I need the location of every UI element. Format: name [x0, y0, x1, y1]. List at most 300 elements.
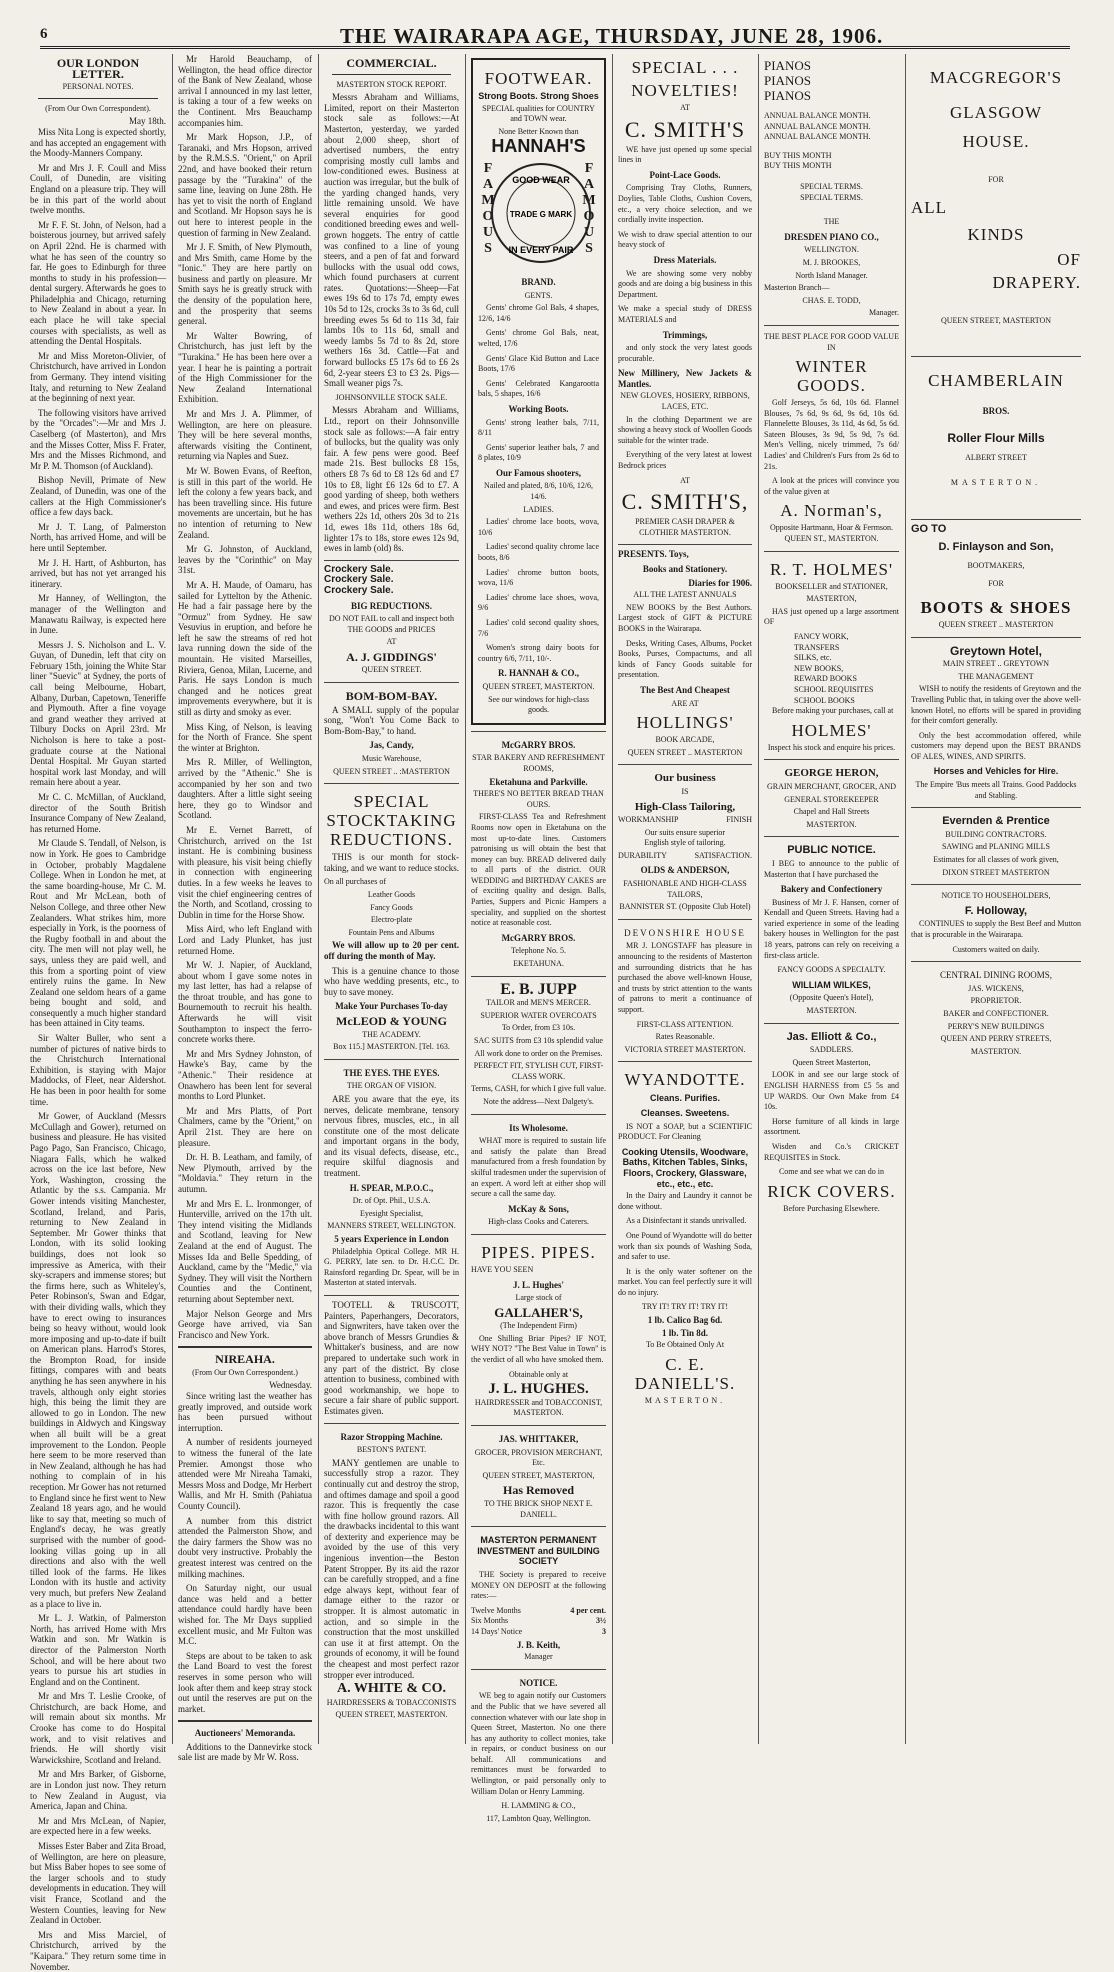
rate-value: 3½ — [596, 1616, 606, 1626]
intro-text: WE have just opened up some special lines in — [618, 144, 752, 165]
column-pianos — [764, 54, 899, 1744]
hughes-stock: Large stock of — [515, 1293, 562, 1303]
list-item: SPECIAL TERMS. — [800, 181, 863, 191]
holmes-intro: HAS just opened up a large assortment OF — [764, 606, 899, 627]
ad-olds-anderson — [618, 764, 752, 913]
inspect-text: Inspect his stock and enquire his prices. — [767, 742, 896, 752]
tin-price: 1 lb. Tin 8d. — [662, 1327, 708, 1338]
all-label: ALL — [911, 197, 948, 217]
paragraph: Since writing last the weather has greatly improved, and outside work has been pursued without interruption. — [178, 1391, 312, 1433]
wilkes-sub: (Opposite Queen's Hotel), — [789, 993, 874, 1003]
list-item: SILKS, etc. — [794, 653, 832, 663]
crockery-head: BIG REDUCTIONS. — [350, 600, 433, 611]
list-item: PIANOS — [764, 58, 811, 73]
special-chance: This is a genuine chance to those who have wedding presents, etc., to buy to save money. — [324, 965, 459, 997]
special-list-intro: On all purchases of — [324, 877, 386, 887]
special-list — [324, 890, 459, 938]
point-lace-heading: Point-Lace Goods. — [649, 169, 721, 180]
millinery-heading: New Millinery, New Jackets & Mantles. — [618, 368, 752, 389]
the-label: THE — [823, 217, 840, 227]
public-heading: PUBLIC NOTICE. — [787, 844, 876, 857]
special-offer: We will allow up to 20 per cent. off during the month of May. — [324, 940, 459, 961]
nireaha-date: Wednesday. — [269, 1380, 312, 1391]
auctioneers-heading: Auctioneers' Memoranda. — [194, 1728, 296, 1739]
mcgarry-telephone: Telephone No. 5. — [511, 946, 566, 956]
wilkes-address: MASTERTON. — [806, 1006, 857, 1016]
paragraph: A number of residents journeyed to witness the funeral of the late Premier. Amongst those who attended were Mr Nireaha Tamaki, Messrs Moss and Dodge, Mr Herbert Wallis, and Mr H. Smith (Pahiatua County Council). — [178, 1437, 312, 1511]
ad-macgregor — [911, 68, 1081, 326]
bootmakers-label: BOOTMAKERS, — [967, 560, 1025, 570]
hannah-co: R. HANNAH & CO., — [498, 668, 579, 679]
jupp-premises: All work done to order on the Premises. — [474, 1048, 603, 1058]
victoria-address: VICTORIA STREET MASTERTON. — [624, 1044, 746, 1054]
paragraph: Mr and Mrs Barker, of Gisborne, are in London just now. They return to New Zealand in August, via America, Japan and China. — [30, 1769, 166, 1812]
ad-elliott — [764, 1023, 899, 1215]
todd-name: CHAS. E. TODD, — [802, 295, 861, 305]
ad-bom-bom-bay — [324, 682, 459, 777]
bakery-heading: Bakery and Confectionery — [780, 884, 883, 895]
nireaha-heading: NIREAHA. — [215, 1352, 275, 1367]
pipes-text: One Shilling Briar Pipes? IF NOT, WHY NOT? "The Best Value in Town" is the verdict of all who have smoked them. — [471, 1333, 606, 1365]
nireaha-body — [178, 1391, 312, 1714]
paragraph: Mr and Mrs J. F. Coull and Miss Coull, of Dunedin, are visiting England on a pleasure trip. They will be in this part of the world about twelve months. — [30, 162, 166, 216]
ladies-label: LADIES. — [523, 504, 554, 514]
satisfaction-label: SATISFACTION. — [694, 850, 752, 860]
pianos-list — [764, 58, 899, 103]
paragraph: On Saturday night, our usual dance was held and a better attendance could hardly have been wished for. The Mr Days supplied excellent music, and Mr Fulton was M.C. — [178, 1583, 312, 1647]
list-item: SCHOOL REQUISITES — [794, 684, 874, 694]
for-label-2: FOR — [988, 579, 1004, 589]
bros-label: BROS. — [982, 406, 1010, 417]
come-text: Come and see what we can do in — [778, 1167, 885, 1177]
norman-address: Opposite Hartmann, Hoar & Fermson. QUEEN ST., MASTERTON. — [769, 523, 894, 544]
special-qualities: SPECIAL qualities for COUNTRY and TOWN wear. — [482, 103, 595, 124]
paragraph: Mr E. Vernet Barrett, of Christchurch, arrived on the 1st instant. He is combining business with pleasure, his visit being chiefly in connection with engineering duties. In a few weeks he leaves to visit the chief engineering centres of the North, and Scotland, crossing to Dublin in time for the Horse Show. — [178, 824, 312, 920]
holmes-name-2: HOLMES' — [791, 720, 872, 740]
wholesome-heading: Its Wholesome. — [509, 1122, 568, 1133]
ad-devonshire — [618, 919, 752, 1056]
whittaker-sub: GROCER, PROVISION MERCHANT, Etc. — [474, 1447, 603, 1468]
novelties-heading: NOVELTIES! — [631, 81, 739, 100]
famous-right: FAMOUS — [582, 160, 596, 256]
olds-address: BANNISTER ST. (Opposite Club Hotel) — [619, 902, 751, 912]
glasgow-label: GLASGOW — [950, 103, 1042, 122]
paragraph: Mr A. H. Maude, of Oamaru, has sailed for Lyttelton by the Athenic. He had a fair passage here by the "Ormuz" from Sydney. He saw Vesuvius in eruption, and before he left he saw the streams of red hot lava running down the side of the mountain. He visited Marseilles, Riviera, Genoa, Milan, Lucerne, and Paris. He says London is much changed and he notices great improvements everywhere, but it is still as dirty and smoky as ever. — [178, 579, 312, 718]
dress-heading: Dress Materials. — [653, 254, 717, 265]
giddings-name: A. J. GIDDINGS' — [346, 649, 437, 664]
macgregor-name: MACGREGOR'S — [929, 68, 1063, 87]
customers-text: Customers waited on daily. — [952, 944, 1040, 954]
c-smith-name-2: C. SMITH'S, — [621, 489, 749, 515]
wisden-text: Wisden and Co.'s CRICKET REQUISITES in Stock. — [764, 1141, 899, 1162]
list-item: Fountain Pens and Albums — [348, 927, 435, 937]
ad-public-notice — [764, 836, 899, 1016]
c-smith-name: C. SMITH'S — [624, 116, 746, 142]
holmes-sub: BOOKSELLER and STATIONER, — [775, 581, 888, 591]
paragraph: Mr W. Bowen Evans, of Reefton, is still in this part of the world. He left the colony a few years back, and has been travelling since. His future movements are uncertain, but he has no intention of returning to New Zealand. — [178, 465, 312, 540]
column-divider — [318, 54, 319, 1744]
c-smith-sub: PREMIER CASH DRAPER & CLOTHIER MASTERTON. — [635, 517, 735, 537]
logo-mid-text: TRADE G MARK — [509, 209, 573, 219]
ad-holmes — [764, 551, 899, 754]
article-body — [30, 127, 166, 1972]
strong-boots: Strong Boots. Strong Shoes — [478, 91, 599, 101]
horses-heading: Horses and Vehicles for Hire. — [933, 766, 1059, 777]
hughes-name: J. L. Hughes' — [512, 1279, 564, 1290]
paragraph: Ladies' chrome lace shoes, wova, 9/6 — [478, 592, 599, 613]
workmanship-label: WORKMANSHIP — [618, 815, 679, 825]
obtainable: Obtainable only at — [508, 1369, 569, 1379]
johnsonville-text: Messrs Abraham and Williams, Ltd., report on their Johnsonville stock sale as follows:—A fair entry of bullocks, but the quality was only fair. A few pens were good. Beef made 21s. Best bullocks £8 15s, others £8 7s 6d to £8 12s 6d and £7 10s to £8, light £6 12s 6d to £7. A good yarding of sheep, both wethers and ewes, and prices were firm. Best wethers 22s 1d, others 20s 3d to 21s 1d, ewes 18s 11d, others 18s 6d, lighter 17s to 18s, store ewes 12s 9d, ewes in lamb (old) 8s. — [324, 405, 459, 554]
ad-wholesome — [471, 1114, 606, 1228]
finlayson-name: D. Finlayson and Son, — [938, 541, 1054, 554]
paragraph: Gents' chrome Gol Bals, neat, welted, 17/6 — [478, 328, 599, 348]
article-body — [178, 54, 312, 1340]
rick-heading: RICK COVERS. — [767, 1181, 896, 1201]
durability-row — [618, 851, 752, 862]
ad-heron — [764, 759, 899, 830]
paragraph: Mr J. H. Hartt, of Ashburton, has arrived, but has not yet arranged his itinerary. — [30, 557, 166, 589]
list-item: BUY THIS MONTH — [764, 150, 832, 160]
gallaher-sub: (The Independent Firm) — [500, 1321, 577, 1331]
paragraph: Mrs R. Miller, of Wellington, arrived by the "Athenic." She is accompanied by her son and two daughters. After a little sight seeing here, they go to Windsor and Scotland. — [178, 757, 312, 821]
baker-label: BAKER and CONFECTIONER. — [943, 1008, 1049, 1018]
rate-row — [471, 1616, 606, 1627]
notice-text: WE beg to again notify our Customers and the Public that we have severed all connection whatever with our late shop in Queen Street, Masterton. No one there has any authority to collect monies, take in repairs, or conduct business on our behalf. All communications and remittances must be forwarded to Wellington, or paid personally only to William Dolan or Henry Lamming. — [471, 1691, 606, 1796]
hannah-address: QUEEN STREET, MASTERTON. — [482, 681, 595, 691]
ad-eyes — [324, 1059, 459, 1289]
norman-name: A. Norman's, — [780, 501, 883, 521]
chamberlain-name: CHAMBERLAIN — [928, 371, 1064, 391]
mcgarry-name: McGARRY BROS. — [501, 739, 576, 750]
paragraph: Messrs J. S. Nicholson and L. V. Guyan, of Dunedin, left that city on February 15th, joining the White Star liner "Suevic" at Sydney, the ports of call being Melbourne, Hobart, Albany, Durban, Capetown, Teneriffe and Plymouth. After a fine voyage and grand weather they arrived at Tilbury Docks on April 23rd. Mr Nicholson is here to take a post-graduate course at the National Dental Hospital. Mr Guyan started hospital work last Monday, and will remain here about a year. — [30, 639, 166, 788]
tailoring-heading: High-Class Tailoring, — [634, 800, 736, 813]
goto-label: GO TO — [911, 522, 947, 535]
saddlers-label: SADDLERS. — [809, 1045, 854, 1055]
whittaker-address: QUEEN STREET, MASTERTON, — [482, 1470, 595, 1480]
terms-list — [764, 182, 899, 203]
longstaff-text: MR J. LONGSTAFF has pleasure in announcing to the residents of Masterton and surrounding districts that he has purchased the above well-known House, and trusts by strict attention to the wants of patrons to merit a continuance of support. — [618, 941, 752, 1014]
column-london-letter — [30, 54, 166, 1972]
logo-area — [478, 155, 599, 273]
rate-row — [471, 1606, 606, 1617]
article-heading: OUR LONDON LETTER. — [56, 56, 140, 81]
rate-term: Twelve Months — [471, 1605, 521, 1615]
column-divider — [172, 54, 173, 1744]
column-divider — [465, 54, 466, 1744]
paragraph: Ladies' second quality chrome lace boots, 8/6 — [478, 542, 599, 563]
razor-text: MANY gentlemen are unable to successfully strop a razor. They continually cut and destroy the strop, and oftimes damage and spoil a good razor. This is frequently the case with fine hollow ground razors. All the drawbacks incidental to this want of dexterity and experience may be avoided by the use of this very ingenious invention—the Beston Patent Stropper. By its aid the razor can be carefully stropped, and a fine edge always kept, without fear of damage either to the razor or stropper. It is almost automatic in action, and so simple in the construction that the most unskilled can use it at first attempt. On the grounds of economy, it will be found the cheapest and most perfect razor stropper ever introduced. — [324, 1457, 459, 1680]
mcleod-name: McLEOD & YOUNG — [336, 1013, 447, 1028]
none-better: None Better Known than — [498, 126, 579, 136]
shooters-text: Nailed and plated, 8/6, 10/6, 12/6, 14/6. — [483, 481, 594, 502]
holmes-name: R. T. HOLMES' — [769, 559, 894, 579]
ad-chamberlain — [911, 356, 1081, 488]
mckay-name: McKay & Sons, — [508, 1203, 569, 1214]
gallaher-name: GALLAHER'S, — [494, 1304, 583, 1320]
firstclass-text: FIRST-CLASS ATTENTION. — [636, 1019, 734, 1029]
for-label: FOR — [988, 175, 1004, 184]
spear-address: MANNERS STREET, WELLINGTON. — [327, 1221, 456, 1231]
jupp-terms: Terms, CASH, for which I give full value. — [471, 1084, 606, 1094]
list-item: PIANOS — [764, 88, 811, 103]
permanent-heading: MASTERTON PERMANENT INVESTMENT and BUILDING SOCIETY — [477, 1535, 600, 1567]
column-footwear — [471, 54, 606, 1823]
balance-list — [764, 111, 899, 143]
perry-label: PERRY'S NEW BUILDINGS — [947, 1021, 1045, 1031]
of-label: OF — [1057, 249, 1081, 269]
dress-text: We are showing some very nobby goods and are doing a big business in this Department. — [618, 268, 752, 299]
list-item: SPECIAL TERMS. — [800, 192, 863, 202]
famous-left: FAMOUS — [481, 160, 495, 256]
empire-text: The Empire 'Bus meets all Trains. Good Paddocks and Stabling. — [915, 780, 1077, 800]
greytown-name: Greytown Hotel, — [949, 643, 1042, 658]
spear-name: H. SPEAR, M.P.O.C., — [349, 1182, 434, 1193]
column-drapery — [911, 54, 1081, 1744]
trimmings-intro: We make a special study of DRESS MATERIALS and — [618, 304, 752, 324]
elliott-name: Jas. Elliott & Co., — [786, 1030, 877, 1043]
eyes-heading: THE EYES. THE EYES. — [343, 1067, 440, 1078]
paragraph: Mr and Mrs Platts, of Port Chalmers, came by the "Orient," on April 21st. They are here on pleasure. — [178, 1105, 312, 1148]
paragraph: Mr and Mrs T. Leslie Crooke, of Christchurch, are back Home, and will remain about six months. Mr Crooke has come to do Hospital work, and to visit relatives and friends. He will shortly visit Warwickshire, Scotland and Ireland. — [30, 1691, 166, 1765]
chapel-text: Chapel and Hall Streets — [793, 807, 870, 817]
paragraph: Dr. H. B. Leatham, and family, of New Plymouth, arrived by the "Moldavia." They return in the autumn. — [178, 1152, 312, 1194]
wyandotte-heading: WYANDOTTE. — [624, 1070, 746, 1090]
lamming-name: H. LAMMING & CO., — [501, 1801, 576, 1811]
kinds-label: KINDS — [967, 224, 1025, 244]
rates-text: Rates Reasonable. — [655, 1032, 715, 1042]
list-item: Electro-plate — [370, 915, 413, 925]
queen-address: QUEEN STREET, MASTERTON — [940, 315, 1052, 325]
crockery-line: Crockery Sale. — [324, 584, 394, 596]
gents-items — [478, 303, 599, 400]
column-divider — [758, 54, 759, 1744]
paragraph: Mr Harold Beauchamp, of Wellington, the head office director of the Bank of New Zealand, whose arrival I announced in my last letter, is taking a tour of a few weeks on the Continent. Mrs Beauchamp accompanies him. — [178, 54, 312, 128]
list-item: ANNUAL BALANCE MONTH. — [764, 121, 871, 131]
obtained-text: To Be Obtained Only At — [645, 1340, 725, 1350]
cooking-text: Cooking Utensils, Woodware, Baths, Kitchen Tables, Sinks, Floors, Crockery, Glassware, etc., etc., etc. — [621, 1146, 749, 1189]
good-wear-logo — [489, 161, 593, 265]
suits-text: Our suits ensure superior English style of tailoring. — [644, 827, 726, 848]
bedrock-text: Everything of the very latest at lowest Bedrock prices — [618, 450, 752, 471]
newspaper-title: THE WAIRARAPA AGE, THURSDAY, JUNE 28, 1906. — [340, 24, 884, 48]
ad-whittaker — [471, 1425, 606, 1520]
page-number: 6 — [40, 26, 48, 42]
lamming-address: 117, Lambton Quay, Wellington. — [486, 1813, 591, 1823]
brands-text: Only the best accommodation offered, while customers may depend upon the BEST BRANDS OF ALES, WINES, AND SPIRITS. — [911, 730, 1081, 761]
trimmings-heading: Trimmings, — [662, 329, 708, 340]
contractors-label: BUILDING CONTRACTORS. — [945, 829, 1047, 839]
newbooks-text: NEW BOOKS by the Best Authors. Largest stock of GIFT & PICTURE BOOKS in the Wairarapa. — [618, 602, 752, 633]
dateline: May 18th. — [129, 116, 166, 127]
spear-sub: Dr. of Opt. Phil., U.S.A. — [352, 1196, 431, 1206]
paragraph: Mr C. C. McMillan, of Auckland, director of the South British Insurance Company of New Zealand, has returned Home. — [30, 792, 166, 834]
paragraph: Mr W. J. Napier, of Auckland, about whom I gave some notes in my last letter, has had a relapse of the throat trouble, and has gone to Bournemouth to recruit his health. Afterwards he will visit Southampton to inspect the ferro-concrete works there. — [178, 960, 312, 1045]
paragraph: Mr G. Johnston, of Auckland, leaves by the "Corinthic" on May 31st. — [178, 544, 312, 576]
rate-term: Six Months — [471, 1616, 509, 1626]
rate-value: 3 — [602, 1626, 606, 1636]
sawing-label: SAWING and PLANING MILLS — [941, 842, 1050, 852]
list-item: BUY THIS MONTH — [764, 161, 832, 171]
paragraph: Mr and Miss Moreton-Olivier, of Christchurch, have arrived in London from Germany. They intend visiting Italy, and returning to New Zealand at the beginning of next year. — [30, 350, 166, 404]
paragraph: Gents' superior leather bals, 7 and 8 plates, 10/9 — [478, 442, 599, 463]
white-address: QUEEN STREET, MASTERTON. — [335, 1710, 448, 1720]
special-make: Make Your Purchases To-day — [335, 1001, 448, 1012]
razor-heading: Razor Stropping Machine. — [340, 1431, 443, 1442]
candy-name: Jas, Candy, — [369, 740, 414, 751]
boots-heading: BOOTS & SHOES — [920, 597, 1072, 617]
annuals-text: ALL THE LATEST ANNUALS — [633, 590, 737, 600]
commercial-heading: COMMERCIAL. — [346, 56, 437, 70]
gents-label: GENTS. — [524, 290, 553, 300]
ad-wyandotte — [618, 1061, 752, 1406]
list-item: ANNUAL BALANCE MONTH. — [764, 132, 871, 142]
paragraph: A number from this district attended the Palmerston Show, and the dairy farmers the Show was no doubt very instructive. Probably the greatest interest was centred on the milking machines. — [178, 1515, 312, 1579]
mcgarry-place: EKETAHUNA. — [513, 959, 564, 969]
working-heading: Working Boots. — [508, 403, 569, 414]
spear-note: Philadelphia Optical College. MR H. G. PERRY, late sen. to Dr. H.C.C. Dr. Rainsford regarding Dr. Spear, will be in Masterton at stated intervals. — [324, 1246, 459, 1288]
removed-heading: Has Removed — [503, 1483, 574, 1498]
ad-hannah-footwear — [471, 58, 606, 725]
pipes-ask: HAVE YOU SEEN — [471, 1264, 534, 1274]
paragraph: Major Nelson George and Mrs George have arrived, via San Francisco and New York. — [178, 1308, 312, 1340]
column-commercial — [324, 54, 459, 1744]
paragraph: Sir Walter Buller, who sent a number of pictures of native birds to the Christchurch International Exhibition, is staying with Major Maddocks, of Fleet, near Aldershot. He has been in poor health for some time. — [30, 1033, 166, 1107]
horse-text: Horse furniture of all kinds in large assortment. — [764, 1116, 899, 1137]
paragraph: Mr L. J. Watkin, of Palmerston North, has arrived Home with Mrs Watkin and son. Mr Watkin is director of the Palmerston North School, and will be here about two years to pursue his art studies in England and on the Continent. — [30, 1613, 166, 1687]
jupp-sub: TAILOR and MEN'S MERCER. — [486, 998, 591, 1008]
crockery-line: Crockery Sale. — [324, 563, 394, 575]
paragraph: Mr Hanney, of Wellington, the manager of the Wellington and Manawatu Railway, is expected here in June. — [30, 593, 166, 636]
pipes-heading: PIPES. PIPES. — [481, 1242, 596, 1262]
wickens-name: JAS. WICKENS, — [968, 983, 1024, 993]
paragraph: Miss Nita Long is expected shortly, and has accepted an engagement with the Moody-Manners Company. — [30, 126, 166, 159]
removed-to: TO THE BRICK SHOP NEXT E. DANIELL. — [484, 1499, 593, 1519]
disinfectant-text: As a Disinfectant it stands unrivalled. — [626, 1216, 747, 1226]
column-divider — [612, 54, 613, 1744]
eyes-text: ARE you aware that the eye, its nerves, delicate membrane, tensory nervous fibres, muscles, etc., in all constitute one of the most delicate and important organs in the body, and its visual defects, disease, etc., require skilful diagnosis and treatment. — [324, 1093, 459, 1179]
paragraph: Miss King, of Nelson, is leaving for the North of France. She spent the winter at Brighton. — [178, 721, 312, 753]
logo-bottom-text: IN EVERY PAIR — [508, 244, 574, 255]
rate-row — [471, 1627, 606, 1638]
softener-text: It is the only water softener on the market. You can feel perfectly sure it will do no injury. — [618, 1266, 752, 1297]
finish-label: FINISH — [726, 815, 752, 825]
paragraph: Mr Mark Hopson, J.P., of Taranaki, and Mrs Hopson, arrived by the R.M.S.S. "Orient," on April 22nd, and have booked their return passage by the "Turakina" of the same line, leaving on June 28th. He has yet to visit the north of England and Scotland. Mr Hopson says he is out here to interest people in the question of farming in New Zealand. — [178, 132, 312, 238]
holloway-name: F. Holloway, — [964, 904, 1028, 917]
dresden-name: DRESDEN PIANO CO., — [784, 231, 879, 242]
masthead — [40, 24, 1070, 49]
hughes-name-2: J. L. HUGHES. — [488, 1381, 589, 1398]
proprietor-label: PROPRIETOR. — [970, 996, 1022, 1006]
cleans-line: Cleans. Purifies. — [649, 1093, 721, 1104]
ad-notice — [471, 1669, 606, 1825]
notice-heading: NOTICE. — [519, 1677, 558, 1688]
holmes-list — [764, 632, 899, 706]
notice-heading: NOTICE TO HOUSEHOLDERS, — [941, 891, 1051, 901]
wholesome-text: WHAT more is required to sustain life and satisfy the palate than Bread manufactured from a fresh foundation by skilful tradesmen under the supervision of an expert. A word left at either shop will secure a call the same day. — [471, 1136, 606, 1199]
holmes-address: MASTERTON, — [806, 594, 857, 604]
mcgarry-sub: STAR BAKERY AND REFRESHMENT ROOMS, — [472, 753, 605, 773]
shooters-heading: Our Famous shooters, — [495, 467, 582, 478]
ad-jupp — [471, 976, 606, 1108]
ad-evernden — [911, 807, 1081, 878]
column-divider — [905, 54, 906, 1744]
paragraph: Bishop Nevill, Primate of New Zealand, of Dunedin, was one of the callers at the High Commissioner's office a few days back. — [30, 475, 166, 518]
central-heading: CENTRAL DINING ROOMS, — [940, 970, 1052, 981]
fancy-text: FANCY GOODS A SPECIALTY. — [777, 965, 886, 975]
tootell-text: TOOTELL & TRUSCOTT, Painters, Paperhangers, Decorators, and Signwriters, have taken over the above branch of Messrs Grundies & Whittaker's business, and are now prepared to undertake such work in any part of the district. By close attention to business, combined with good workmanship, we hope to secure a fair share of public support. Estimates given. — [324, 1300, 459, 1416]
chapel-address: MASTERTON. — [806, 819, 857, 829]
wilkes-name: WILLIAM WILKES, — [792, 979, 871, 990]
daniell-name: C. E. DANIELL'S. — [634, 1354, 736, 1393]
hollings-address: QUEEN STREET .. MASTERTON — [627, 747, 743, 757]
paragraph: Mr Walter Bowring, of Christchurch, has just left by the "Turakina." He has been here over a year. I hear he is painting a portrait of the High Commissioner for the New Zealand International Exhibition. — [178, 330, 312, 405]
ad-hollings — [618, 544, 752, 758]
rate-term: 14 Days' Notice — [471, 1626, 523, 1636]
cheapest-heading: The Best And Cheapest — [640, 684, 730, 695]
clothing-text: In the clothing Department we are showing a heavy stock of Woollen Goods suitable for the winter trade. — [618, 414, 752, 445]
business-heading: Our business — [654, 772, 716, 785]
paragraph: Steps are about to be taken to ask the Land Board to vest the forest reserves in some person who will look after them and keep stray stock out until the reserves are put on the market. — [178, 1650, 312, 1714]
buy-list — [764, 151, 899, 172]
crockery-line: Crockery Sale. — [324, 574, 394, 586]
ad-c-smith — [618, 58, 752, 538]
bom-heading: BOM-BOM-BAY. — [345, 689, 438, 704]
white-sub: HAIRDRESSERS & TOBACCONISTS — [326, 1697, 457, 1707]
paragraph: The following visitors have arrived by the "Orcades":—Mr and Mrs J. Caselberg (of Masterton), and Mrs and the Misses Cotter, Miss F. Frater, Mrs and the Misses Richmond, and Mr P. M. Thomson (of Auckland). — [30, 407, 166, 471]
before-text: Before making your purchases, call at — [772, 706, 894, 716]
list-item: SCHOOL BOOKS — [794, 695, 855, 705]
rates-table — [471, 1606, 606, 1638]
list-item: TRANSFERS — [794, 642, 840, 652]
spear-experience: 5 years Experience in London — [334, 1234, 449, 1245]
at-label-2: AT — [680, 475, 690, 485]
heron-name: GEORGE HERON, — [784, 767, 879, 780]
notsoap-text: IS NOT a SOAP, but a SCIENTIFIC PRODUCT. For Cleaning — [618, 1121, 752, 1142]
special-heading: SPECIAL . . . — [631, 58, 739, 77]
ad-norman — [764, 325, 899, 545]
is-label: IS — [681, 786, 689, 796]
column-novelties — [618, 54, 752, 1744]
management-text: WISH to notify the residents of Greytown and the Travelling Public that, in taking over the above well-known Hotel, no efforts will be spared in providing for their comfort generally. — [911, 684, 1081, 726]
list-item: REWARD BOOKS — [794, 674, 857, 684]
special-text: THIS is our month for stock-taking, and we want to reduce stocks. — [324, 852, 459, 873]
paragraph: Mr J. F. Smith, of New Plymouth, and Mrs Smith, came Home by the "Ionic." They are here partly on business and partly on pleasure. Mr Smith says he is greatly struck with the density of the population here, and the prosperity that seems general. — [178, 242, 312, 327]
ad-greytown-hotel — [911, 637, 1081, 802]
devonshire-heading: DEVONSHIRE HOUSE — [624, 927, 746, 938]
onepound-text: One Pound of Wyandotte will do better work than six pounds of Washing Soda, and safer to use. — [618, 1230, 752, 1262]
gloves-text: NEW GLOVES, HOSIERY, RIBBONS, LACES, ETC. — [620, 391, 750, 412]
todd-sub: Manager. — [869, 308, 899, 318]
paragraph: Gents' chrome Gol Bals, 4 shapes, 12/6, 14/6 — [478, 303, 599, 323]
paragraph: Ladies' chrome button boots, wova, 11/6 — [478, 567, 599, 588]
mcgarry-tag: THERE'S NO BETTER BREAD THAN OURS. — [473, 789, 604, 809]
public-text: I BEG to announce to the public of Masterton that I have purchased the — [764, 858, 899, 879]
paragraph: Mr Gower, of Auckland (Messrs McCullagh and Gower), returned on business and pleasure. He has visited Pago Pago, San Francisco, Chicago, Niagara Falls, which he walked across on the ice last before, New York, Washington, crossing the Atlantic by the s.s. Campania. Mr Gower intends visiting Manchester, Scotland, Ireland, and Paris, returning to New Zealand in September. Mr Gower thinks that London, with its solid looking buildings, does not look so impressive as America, with their sky-scrapers and immense stores; but the firms here, such as Whiteley's, Peter Robinson's, Swan and Edgar, with their dividing walls, which they have to erect owing to insurances being so heavy without, would look more imposing and up-to-date if built on American plans. Harrod's Stores, the Brompton Road, for inside fittings, compares with and beats anything he has seen anywhere in his travels, although only eight stories high, this being the limit they are allowed to go in London. The new buildings in Aldwych and Kingsway when all built will be a great improvement to the London. People here seem to be more reserved than in New Zealand, although he has had nothing to complain of in his reception. Mr Gower has not returned to England since he first went to New Zealand 18 years ago, and he would like to say that, meeting so much of England's decay, he was greatly surprised with the number of good-looking villas going up in all directions and also with the well tilled look of the farms. He likes London with its hustle and activity very much, but prefers New Zealand as a place to live in. — [30, 1111, 166, 1609]
article-subheading: PERSONAL NOTES. — [62, 82, 134, 92]
desks-text: Desks, Writing Cases, Albums, Pocket Books, Purses, Compactums, and all kinds of Fancy Goods suitable for presentation. — [618, 638, 752, 680]
special-heading: SPECIAL STOCKTAKING REDUCTIONS. — [326, 792, 457, 850]
bom-text: A SMALL supply of the popular song, "Won't You Come Back to Bom-Bom-Bay," to hand. — [324, 704, 459, 736]
ladies-items — [478, 517, 599, 664]
brookes-name: M. J. BROOKES, — [802, 257, 861, 267]
stock-report-text: Messrs Abraham and Williams, Limited, report on their Masterton stock sale as follows:—At Masterton, yesterday, we yarded about 2,000 sheep, short of advertised numbers, the entry comprising mostly cull lambs and low-conditioned ewes. Business at auction was irregular, but the bulk of the yarding changed hands, very little remaining unsold. We have several enquiries for good conditioned breeding ewes and well-grown hoggets. The entry of cattle was confined to a line of young steers, and a pen of fat and forward bullocks with the usual odd cows, which found purchasers at current rates. Quotations:—Sheep—Fat ewes 19s 6d to 17s 7d, empty ewes 10s 5d to 12s, crocks 3s to 3s 6d, cull breeding ewes 5s 6d to 11s 3d, fair lambs 10s to 11s 6d, small and weedy lambs 5s 7d to 8s 2d, store wethers 16s 3d. Cattle—Fat and forward bullocks £5 17s 6d to £6 2s 6d, 2-year steers £3 to £3 2s. Pigs—Small weaner pigs 7s. — [324, 92, 459, 389]
rate-value: 4 per cent. — [570, 1605, 606, 1615]
ad-stocktaking — [324, 783, 459, 1053]
paragraph: Miss Aird, who left England with Lord and Lady Plunket, has just returned Home. — [178, 924, 312, 956]
paragraph: Mr Claude S. Tendall, of Nelson, is now in York. He goes to Cambridge in October, probably Magdalene College. When in London he met, at the same boarding-house, Mr C. M. Rout and Mr McLean, both of Nelson College, and three other New Zealanders. What strikes him, more especially in York, is the poorness of the Rugby football in and about the city. The men will not play well, he says, unless they are paid well, and this from a sporting point of view entirely ruins the game. In New Zealand one seldom hears of a game being bought and sold, and consequently a much higher standard has been attained in City teams. — [30, 838, 166, 1029]
stock-heading: MASTERTON STOCK REPORT. — [336, 79, 447, 89]
